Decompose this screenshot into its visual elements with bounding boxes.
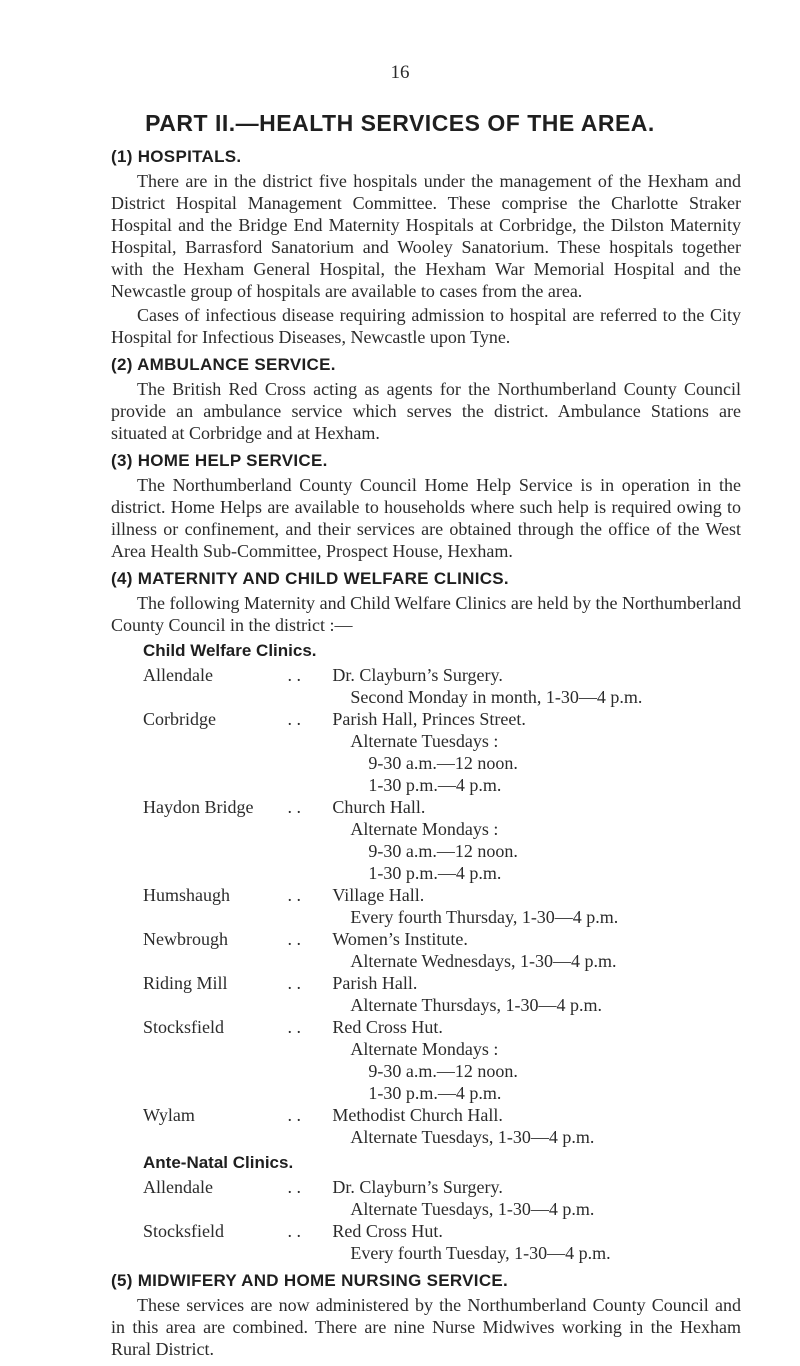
- section-heading: (1) HOSPITALS.: [111, 147, 242, 166]
- clinic-time: Alternate Wednesdays, 1-30—4 p.m.: [350, 951, 617, 971]
- section-heading: (3) HOME HELP SERVICE.: [111, 451, 328, 470]
- clinic-venue: Village Hall.: [332, 885, 425, 905]
- clinic-venue: Parish Hall, Princes Street.: [332, 709, 526, 729]
- clinic-details: [332, 796, 741, 884]
- clinic-entry: [143, 1016, 741, 1104]
- document-body: [111, 146, 741, 1366]
- clinic-time: Alternate Mondays :: [350, 1039, 499, 1059]
- clinic-details: [332, 1176, 741, 1220]
- clinic-venue: Dr. Clayburn’s Surgery.: [332, 1177, 503, 1197]
- clinic-entry: [143, 796, 741, 884]
- clinic-session: 9-30 a.m.—12 noon.: [368, 753, 518, 773]
- clinic-place: Stocksfield: [143, 1017, 224, 1037]
- clinic-details: [332, 664, 741, 708]
- section-hospitals: [111, 146, 741, 348]
- clinic-place: Humshaugh: [143, 885, 230, 905]
- clinic-session: 9-30 a.m.—12 noon.: [368, 1061, 518, 1081]
- section-home-help: [111, 450, 741, 562]
- leader-dots: . .: [287, 709, 302, 729]
- clinic-time: Alternate Tuesdays :: [350, 731, 499, 751]
- leader-dots: . .: [287, 1221, 302, 1241]
- section-heading: (5) MIDWIFERY AND HOME NURSING SERVICE.: [111, 1271, 509, 1290]
- clinic-entry: [143, 1220, 741, 1264]
- subheading-child-welfare: Child Welfare Clinics.: [143, 641, 317, 660]
- clinic-session: 1-30 p.m.—4 p.m.: [368, 863, 502, 883]
- clinic-venue: Women’s Institute.: [332, 929, 468, 949]
- paragraph: Cases of infectious disease requiring admission to hospital are referred to the City Hospital for Infectious Diseases, Newcastle upon Tyne.: [111, 305, 741, 347]
- clinic-entry: [143, 1176, 741, 1220]
- clinic-entry: [143, 708, 741, 796]
- paragraph: There are in the district five hospitals under the management of the Hexham and District Hospital Management Committee. These comprise the Charlotte Straker Hospital and the Bridge End Maternity Hospitals at Corbridge, the Dilston Maternity Hospital, Barrasford Sanatorium and Wooley Sanatorium. These hospitals together with the Hexham General Hospital, the Hexham War Memorial Hospital and the Newcastle group of hospitals are available to cases from the area.: [111, 171, 741, 301]
- clinic-time: Alternate Tuesdays, 1-30—4 p.m.: [350, 1199, 595, 1219]
- clinic-entry: [143, 972, 741, 1016]
- clinic-session: 1-30 p.m.—4 p.m.: [368, 775, 502, 795]
- clinic-place: Newbrough: [143, 929, 228, 949]
- clinic-details: [332, 1220, 741, 1264]
- leader-dots: . .: [287, 797, 302, 817]
- leader-dots: . .: [287, 665, 302, 685]
- section-maternity: [111, 568, 741, 1264]
- clinic-time: Alternate Thursdays, 1-30—4 p.m.: [350, 995, 602, 1015]
- clinic-entry: [143, 1104, 741, 1148]
- clinic-place: Wylam: [143, 1105, 195, 1125]
- clinic-place: Allendale: [143, 665, 213, 685]
- leader-dots: . .: [287, 929, 302, 949]
- leader-dots: . .: [287, 973, 302, 993]
- clinic-place: Haydon Bridge: [143, 797, 254, 817]
- clinic-venue: Red Cross Hut.: [332, 1017, 443, 1037]
- clinic-time: Every fourth Tuesday, 1-30—4 p.m.: [350, 1243, 611, 1263]
- paragraph: These services are now administered by the Northumberland County Council and in this area are combined. There are nine Nurse Midwives working in the Hexham Rural District.: [111, 1295, 741, 1359]
- paragraph: The following Maternity and Child Welfare Clinics are held by the Northumberland County Council in the district :—: [111, 593, 741, 635]
- clinic-details: [332, 1016, 741, 1104]
- clinic-time: Every fourth Thursday, 1-30—4 p.m.: [350, 907, 619, 927]
- section-ambulance: [111, 354, 741, 444]
- clinic-place: Riding Mill: [143, 973, 228, 993]
- subheading-ante-natal: Ante-Natal Clinics.: [143, 1153, 294, 1172]
- section-heading: (2) AMBULANCE SERVICE.: [111, 355, 336, 374]
- clinic-time: Alternate Tuesdays, 1-30—4 p.m.: [350, 1127, 595, 1147]
- part-title: PART II.—HEALTH SERVICES OF THE AREA.: [145, 110, 655, 136]
- clinic-details: [332, 884, 741, 928]
- clinic-session: 9-30 a.m.—12 noon.: [368, 841, 518, 861]
- section-heading: (4) MATERNITY AND CHILD WELFARE CLINICS.: [111, 569, 509, 588]
- clinic-venue: Church Hall.: [332, 797, 426, 817]
- clinic-venue: Parish Hall.: [332, 973, 418, 993]
- clinic-details: [332, 928, 741, 972]
- paragraph: The Northumberland County Council Home Help Service is in operation in the district. Home Helps are available to households where such help is required owing to illness or confinement, and their services are obtained through the office of the West Area Health Sub-Committee, Prospect House, Hexham.: [111, 475, 741, 561]
- page-number: 16: [390, 62, 410, 83]
- clinic-venue: Red Cross Hut.: [332, 1221, 443, 1241]
- leader-dots: . .: [287, 1105, 302, 1125]
- clinic-details: [332, 708, 741, 796]
- clinic-details: [332, 1104, 741, 1148]
- section-midwifery: [111, 1270, 741, 1360]
- clinic-details: [332, 972, 741, 1016]
- clinic-place: Stocksfield: [143, 1221, 224, 1241]
- leader-dots: . .: [287, 1177, 302, 1197]
- paragraph: The British Red Cross acting as agents for the Northumberland County Council provide an ambulance service which serves the district. Ambulance Stations are situated at Corbridge and at Hexham.: [111, 379, 741, 443]
- clinic-session: 1-30 p.m.—4 p.m.: [368, 1083, 502, 1103]
- clinic-entry: [143, 884, 741, 928]
- clinic-place: Corbridge: [143, 709, 216, 729]
- leader-dots: . .: [287, 1017, 302, 1037]
- ante-natal-list: [111, 1176, 741, 1264]
- clinic-venue: Dr. Clayburn’s Surgery.: [332, 665, 503, 685]
- clinic-entry: [143, 664, 741, 708]
- clinic-time: Alternate Mondays :: [350, 819, 499, 839]
- clinic-time: Second Monday in month, 1-30—4 p.m.: [350, 687, 643, 707]
- clinic-venue: Methodist Church Hall.: [332, 1105, 503, 1125]
- leader-dots: . .: [287, 885, 302, 905]
- clinic-place: Allendale: [143, 1177, 213, 1197]
- clinic-entry: [143, 928, 741, 972]
- child-welfare-list: [111, 664, 741, 1148]
